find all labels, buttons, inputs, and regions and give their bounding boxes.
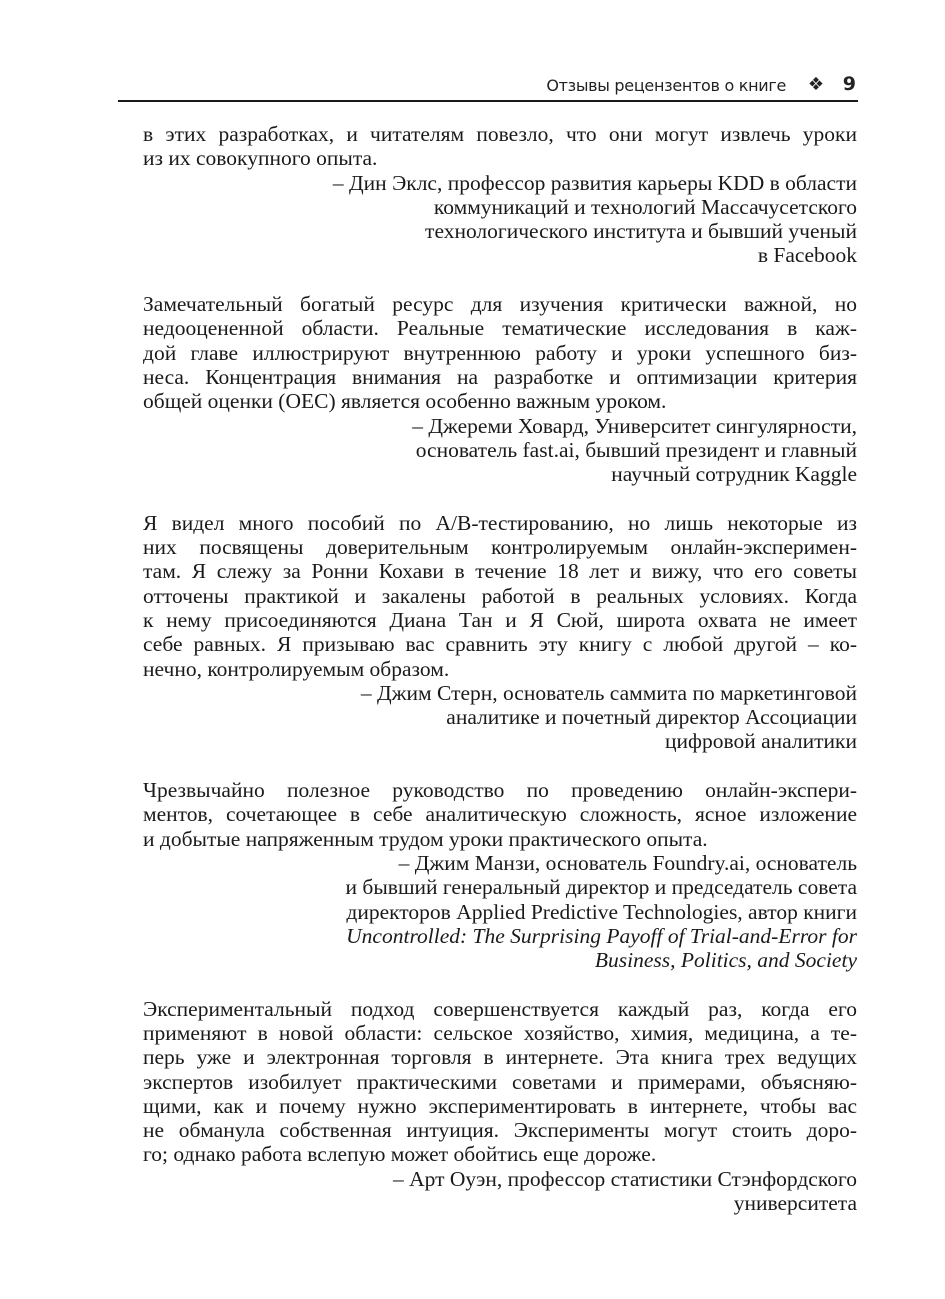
- review-quote-jim-manzi: [143, 778, 857, 972]
- book-title-line: Uncontrolled: The Surprising Payoff of Trial-and-Error for: [346, 923, 857, 948]
- review-quote-art-owen: [143, 997, 857, 1216]
- quote-body-line: там. Я слежу за Ронни Кохави в течение 18 лет и вижу, что его советы: [143, 559, 857, 584]
- quote-body-line: экспертов изобилует практическими советами и примерами, объясняю-: [143, 1069, 857, 1094]
- quote-body-line: щими, как и почему нужно экспериментировать в интернете, чтобы вас: [143, 1093, 857, 1118]
- quote-body-line: Замечательный богатый ресурс для изучения критически важной, но: [143, 292, 857, 317]
- page-number: 9: [842, 73, 856, 95]
- quote-body-line: из их совокупного опыта.: [143, 146, 378, 171]
- review-quote-jeremy-howard: [143, 292, 857, 486]
- quote-attribution-line: – Джим Стерн, основатель саммита по маркетинговой: [360, 680, 857, 705]
- quote-body-line: к нему присоединяются Диана Тан и Я Сюй, широта охвата не имеет: [143, 607, 857, 632]
- quote-attribution-line: и бывший генеральный директор и председатель совета: [345, 875, 857, 900]
- quote-body-line: нечно, контролируемым образом.: [143, 656, 450, 681]
- quote-attribution-line: – Джереми Ховард, Университет сингулярности,: [412, 413, 857, 438]
- quote-body-line: себе равных. Я призываю вас сравнить эту книгу с любой другой – ко-: [143, 632, 857, 657]
- quote-attribution-line: университета: [733, 1191, 857, 1216]
- quote-body-line: не обманула собственная интуиция. Эксперименты могут стоить доро-: [143, 1118, 857, 1143]
- quote-body-line: Чрезвычайно полезное руководство по проведению онлайн-экспери-: [143, 778, 857, 803]
- quote-attribution-line: – Арт Оуэн, профессор статистики Стэнфордского: [393, 1166, 857, 1191]
- quote-body-line: ментов, сочетающее в себе аналитическую сложность, ясное изложение: [143, 802, 857, 827]
- quote-body-line: перь уже и электронная торговля в интернете. Эта книга трех ведущих: [143, 1045, 857, 1070]
- quote-body-line: недооцененной области. Реальные тематические исследования в каж-: [143, 316, 857, 341]
- quote-body-line: и добытые напряженным трудом уроки практического опыта.: [143, 826, 708, 851]
- quote-body-line: дой главе иллюстрируют внутреннюю работу и уроки успешного биз-: [143, 340, 857, 365]
- quote-body-line: го; однако работа вслепую может обойтись еще дороже.: [143, 1142, 657, 1167]
- quote-body-line: применяют в новой области: сельское хозяйство, химия, медицина, а те-: [143, 1020, 857, 1045]
- quote-attribution-line: аналитике и почетный директор Ассоциации: [446, 705, 857, 730]
- quote-body-line: них посвящены доверительным контролируемым онлайн-эксперимен-: [143, 535, 857, 560]
- quote-attribution-line: директоров Applied Predictive Technologies, автор книги: [346, 899, 857, 924]
- page-content: [143, 122, 857, 1240]
- quote-attribution-line: технологического института и бывший ученый: [425, 219, 857, 244]
- review-quote-jim-sterne: [143, 511, 857, 754]
- quote-body-line: неса. Концентрация внимания на разработке и оптимизации критерия: [143, 364, 857, 389]
- quote-body-line: Экспериментальный подход совершенствуется каждый раз, когда его: [143, 996, 857, 1021]
- review-quote-dean-eckles: [143, 122, 857, 268]
- book-title-line: Business, Politics, and Society: [594, 948, 857, 973]
- quote-attribution-line: основатель fast.ai, бывший президент и главный: [415, 437, 857, 462]
- quote-body-line: в этих разработках, и читателям повезло, что они могут извлечь уроки: [143, 122, 857, 146]
- quote-attribution-line: – Дин Эклс, профессор развития карьеры KDD в области: [332, 170, 857, 195]
- quote-attribution-line: цифровой аналитики: [665, 729, 857, 754]
- quote-attribution-line: коммуникаций и технологий Массачусетского: [433, 194, 857, 219]
- running-title: Отзывы рецензентов о книге: [546, 76, 786, 95]
- quote-body-line: отточены практикой и закалены работой в реальных условиях. Когда: [143, 583, 857, 608]
- quote-body-line: общей оценки (OEC) является особенно важным уроком.: [143, 389, 667, 414]
- quote-attribution-line: – Джим Манзи, основатель Foundry.ai, основатель: [398, 850, 857, 875]
- quote-attribution-line: научный сотрудник Kaggle: [611, 462, 857, 487]
- quote-body-line: Я видел много пособий по A/B-тестированию, но лишь некоторые из: [143, 510, 857, 535]
- quote-attribution-line: в Facebook: [757, 243, 857, 268]
- ornament-icon: ❖: [807, 74, 824, 95]
- running-header: [118, 72, 858, 102]
